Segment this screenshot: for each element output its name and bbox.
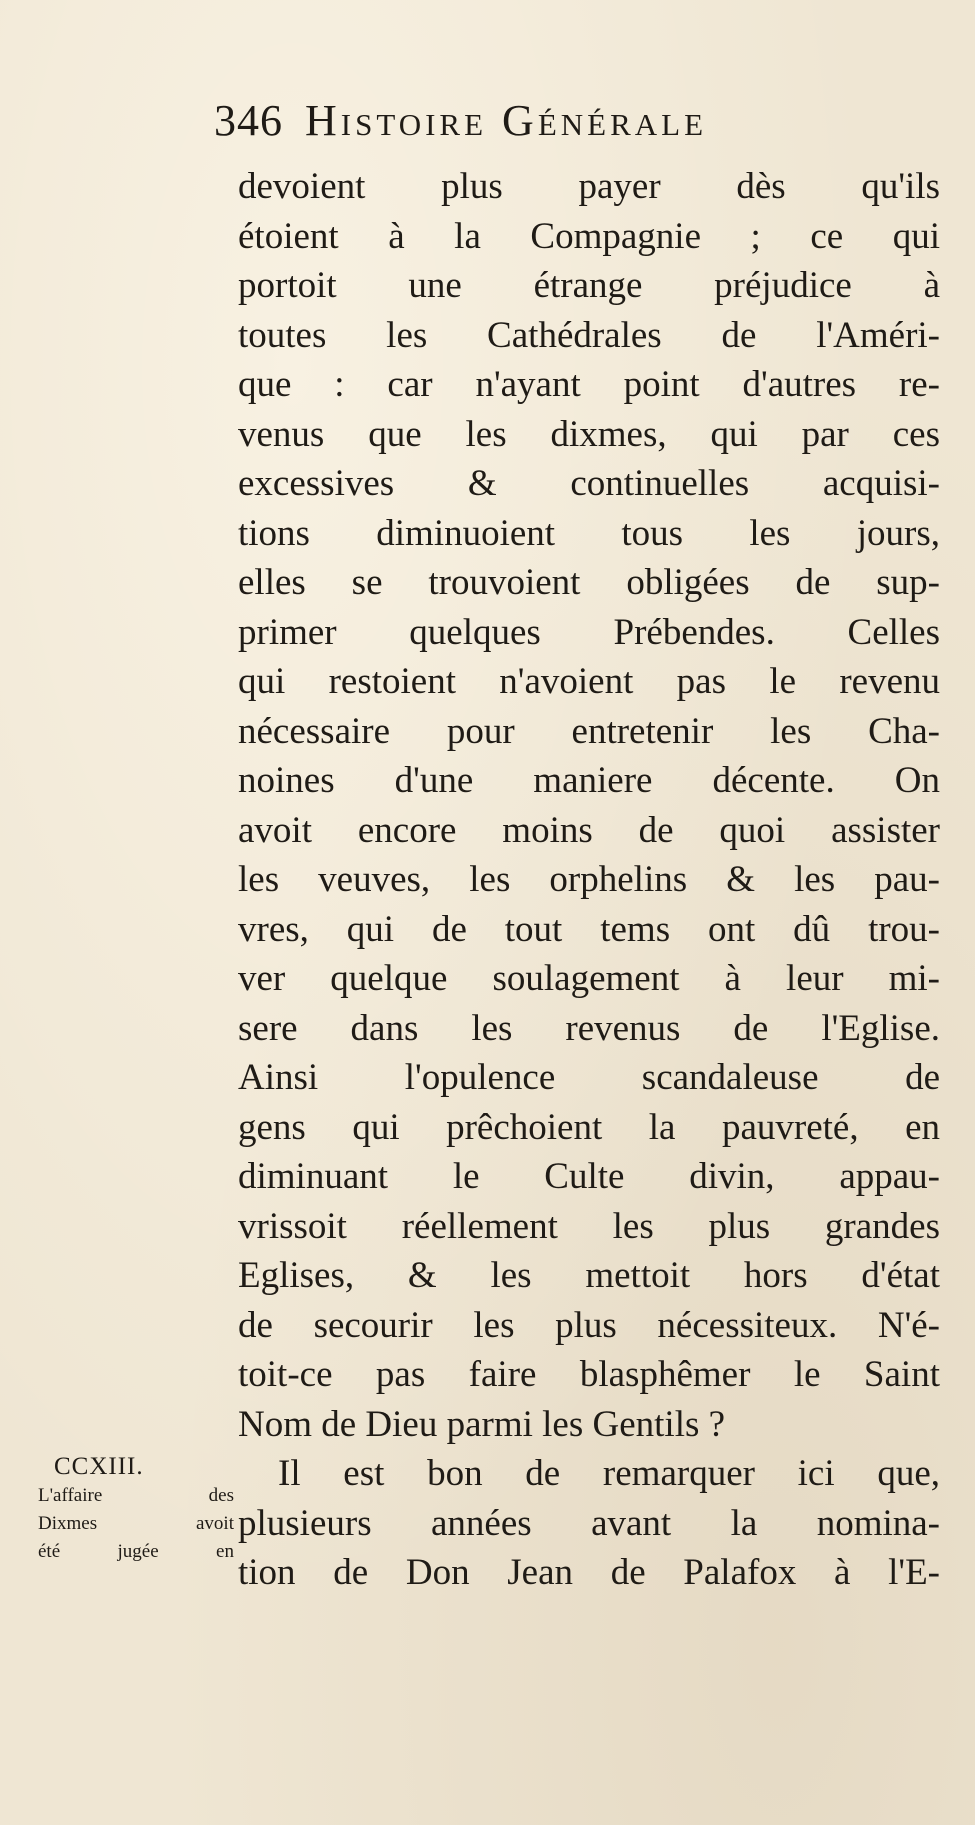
text-line: de secourir les plus nécessiteux. N'é-	[238, 1304, 940, 1346]
page-number: 346	[214, 96, 283, 145]
marginal-note-line: été jugée en	[38, 1541, 234, 1562]
text-line: Eglises, & les mettoit hors d'état	[238, 1255, 940, 1296]
marginal-note-line: Dixmes avoit	[38, 1513, 234, 1534]
text-line: les veuves, les orphelins & les pau-	[238, 859, 940, 900]
text-line: plusieurs années avant la nomina-	[238, 1502, 940, 1544]
text-line: gens qui prêchoient la pauvreté, en	[238, 1106, 940, 1148]
text-line: vres, qui de tout tems ont dû trou-	[238, 908, 940, 950]
text-line: excessives & continuelles acquisi-	[238, 463, 940, 504]
text-line: que : car n'ayant point d'autres re-	[238, 364, 940, 405]
marginal-section-number: CCXIII.	[54, 1453, 144, 1480]
text-line: elles se trouvoient obligées de sup-	[238, 562, 940, 603]
text-line: primer quelques Prébendes. Celles	[238, 611, 940, 653]
text-line: nécessaire pour entretenir les Cha-	[238, 710, 940, 752]
text-line: sere dans les revenus de l'Eglise.	[238, 1007, 940, 1049]
running-head	[214, 95, 914, 151]
marginal-note	[38, 1452, 236, 1566]
text-line: toit-ce pas faire blasphêmer le Saint	[238, 1354, 940, 1395]
text-line: Ainsi l'opulence scandaleuse de	[238, 1057, 940, 1098]
text-line: qui restoient n'avoient pas le revenu	[238, 661, 940, 702]
running-title: Histoire Générale	[305, 96, 708, 145]
text-line: ver quelque soulagement à leur mi-	[238, 958, 940, 999]
text-line: venus que les dixmes, qui par ces	[238, 413, 940, 455]
text-line: étoient à la Compagnie ; ce qui	[238, 215, 940, 257]
paragraph-start-line: Il est bon de remarquer ici que,	[278, 1453, 940, 1494]
marginal-note-line: L'affaire des	[38, 1485, 234, 1506]
text-line: Nom de Dieu parmi les Gentils ?	[238, 1403, 726, 1445]
text-line: tions diminuoient tous les jours,	[238, 512, 940, 554]
text-line: diminuant le Culte divin, appau-	[238, 1156, 940, 1197]
text-line: avoit encore moins de quoi assister	[238, 809, 940, 851]
text-line: vrissoit réellement les plus grandes	[238, 1205, 940, 1247]
text-line: toutes les Cathédrales de l'Améri-	[238, 314, 940, 356]
text-line: tion de Don Jean de Palafox à l'E-	[238, 1552, 940, 1593]
body-text	[238, 162, 940, 1598]
text-line: devoient plus payer dès qu'ils	[238, 166, 940, 207]
text-line: portoit une étrange préjudice à	[238, 265, 940, 306]
text-line: noines d'une maniere décente. On	[238, 760, 940, 801]
